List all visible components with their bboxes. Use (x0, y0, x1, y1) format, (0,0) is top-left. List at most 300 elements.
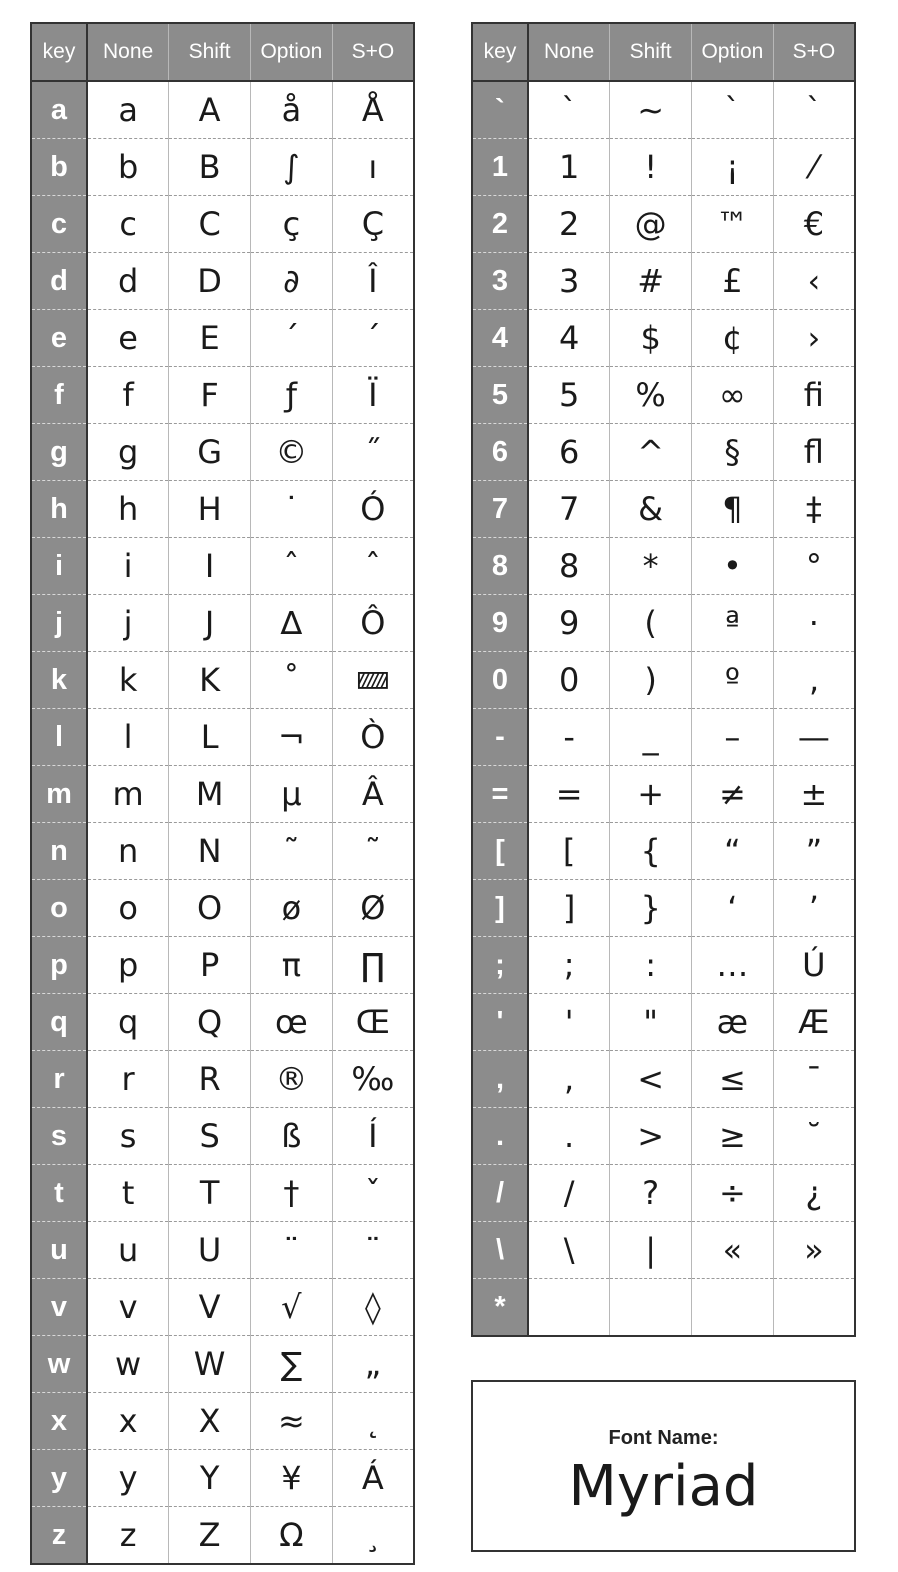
option-cell: √ (251, 1279, 333, 1336)
shift-cell: ~ (610, 81, 692, 139)
none-cell: r (87, 1051, 169, 1108)
key-row (31, 1450, 414, 1507)
option-cell: æ (692, 994, 774, 1051)
none-cell (528, 1279, 610, 1337)
key-row (31, 766, 414, 823)
header-shift-option: S+O (773, 23, 855, 81)
option-cell: ‘ (692, 880, 774, 937)
header-none: None (87, 23, 169, 81)
left-key-table (30, 22, 415, 1565)
key-cell: o (31, 880, 87, 937)
key-row (472, 1108, 855, 1165)
none-cell: i (87, 538, 169, 595)
shift-cell: * (610, 538, 692, 595)
key-row (472, 880, 855, 937)
shift-cell: K (169, 652, 251, 709)
shift-cell: + (610, 766, 692, 823)
none-cell: 1 (528, 139, 610, 196)
key-row (472, 367, 855, 424)
key-row (472, 424, 855, 481)
key-row (472, 81, 855, 139)
shift-option-cell: ± (773, 766, 855, 823)
shift-option-cell: ‡ (773, 481, 855, 538)
shift-cell: Q (169, 994, 251, 1051)
key-cell: * (472, 1279, 528, 1337)
option-cell: ß (251, 1108, 333, 1165)
shift-cell: E (169, 310, 251, 367)
option-cell: ˚ (251, 652, 333, 709)
shift-cell: B (169, 139, 251, 196)
shift-cell: A (169, 81, 251, 139)
option-cell: ` (692, 81, 774, 139)
key-cell: 5 (472, 367, 528, 424)
shift-option-cell (773, 1279, 855, 1337)
shift-cell: < (610, 1051, 692, 1108)
option-cell: ¢ (692, 310, 774, 367)
option-cell: © (251, 424, 333, 481)
shift-cell: U (169, 1222, 251, 1279)
header-shift: Shift (610, 23, 692, 81)
shift-option-cell: Ø (332, 880, 414, 937)
shift-option-cell: › (773, 310, 855, 367)
option-cell: ¶ (692, 481, 774, 538)
none-cell: g (87, 424, 169, 481)
option-cell: ≈ (251, 1393, 333, 1450)
shift-option-cell: ˘ (773, 1108, 855, 1165)
font-name-value: Myriad (568, 1454, 759, 1519)
none-cell: 7 (528, 481, 610, 538)
shift-cell: C (169, 196, 251, 253)
none-cell: m (87, 766, 169, 823)
key-cell: g (31, 424, 87, 481)
option-cell: ® (251, 1051, 333, 1108)
shift-cell: D (169, 253, 251, 310)
none-cell: ' (528, 994, 610, 1051)
shift-cell: H (169, 481, 251, 538)
none-cell: , (528, 1051, 610, 1108)
key-row (31, 139, 414, 196)
shift-option-cell: Î (332, 253, 414, 310)
key-cell: ; (472, 937, 528, 994)
option-cell: ¬ (251, 709, 333, 766)
none-cell: s (87, 1108, 169, 1165)
option-cell: Ω (251, 1507, 333, 1565)
shift-option-cell: ˝ (332, 424, 414, 481)
left-header-row (31, 23, 414, 81)
shift-option-cell: € (773, 196, 855, 253)
key-cell: w (31, 1336, 87, 1393)
none-cell: h (87, 481, 169, 538)
none-cell: x (87, 1393, 169, 1450)
shift-option-cell: Ç (332, 196, 414, 253)
option-cell: ˙ (251, 481, 333, 538)
none-cell: z (87, 1507, 169, 1565)
shift-option-cell: ¸ (332, 1507, 414, 1565)
none-cell: a (87, 81, 169, 139)
header-key: key (472, 23, 528, 81)
none-cell: p (87, 937, 169, 994)
none-cell: 8 (528, 538, 610, 595)
shift-option-cell: Ó (332, 481, 414, 538)
shift-option-cell: ∏ (332, 937, 414, 994)
key-row (472, 994, 855, 1051)
key-cell: 4 (472, 310, 528, 367)
key-cell: i (31, 538, 87, 595)
key-cell: \ (472, 1222, 528, 1279)
key-cell: 7 (472, 481, 528, 538)
shift-option-cell: ¿ (773, 1165, 855, 1222)
key-cell: n (31, 823, 87, 880)
header-option: Option (251, 23, 333, 81)
shift-option-cell: Ò (332, 709, 414, 766)
key-cell: 1 (472, 139, 528, 196)
key-row (31, 196, 414, 253)
option-cell: ≥ (692, 1108, 774, 1165)
shift-option-cell: ﬁ (773, 367, 855, 424)
key-cell: ' (472, 994, 528, 1051)
none-cell: k (87, 652, 169, 709)
option-cell: œ (251, 994, 333, 1051)
option-cell: ≤ (692, 1051, 774, 1108)
shift-option-cell: ˛ (332, 1393, 414, 1450)
shift-cell: _ (610, 709, 692, 766)
shift-option-cell: Ô (332, 595, 414, 652)
key-row (472, 652, 855, 709)
shift-cell: @ (610, 196, 692, 253)
option-cell: ø (251, 880, 333, 937)
option-cell: å (251, 81, 333, 139)
none-cell: b (87, 139, 169, 196)
shift-option-cell: ¨ (332, 1222, 414, 1279)
header-shift-option: S+O (332, 23, 414, 81)
shift-cell: T (169, 1165, 251, 1222)
shift-cell: ) (610, 652, 692, 709)
key-row (31, 310, 414, 367)
key-row (472, 1279, 855, 1337)
key-cell: m (31, 766, 87, 823)
shift-option-cell: Ú (773, 937, 855, 994)
none-cell: ] (528, 880, 610, 937)
none-cell: ` (528, 81, 610, 139)
shift-option-cell: Á (332, 1450, 414, 1507)
key-cell: h (31, 481, 87, 538)
key-cell: ] (472, 880, 528, 937)
shift-cell: Y (169, 1450, 251, 1507)
shift-option-cell: Œ (332, 994, 414, 1051)
key-cell: v (31, 1279, 87, 1336)
shift-option-cell: Â (332, 766, 414, 823)
none-cell: 5 (528, 367, 610, 424)
option-cell: § (692, 424, 774, 481)
key-row (31, 1222, 414, 1279)
shift-cell: > (610, 1108, 692, 1165)
shift-cell: L (169, 709, 251, 766)
option-cell: ÷ (692, 1165, 774, 1222)
none-cell: 3 (528, 253, 610, 310)
shift-option-cell: ‚ (773, 652, 855, 709)
key-cell: ` (472, 81, 528, 139)
none-cell: l (87, 709, 169, 766)
key-row (472, 709, 855, 766)
none-cell: v (87, 1279, 169, 1336)
key-row (472, 139, 855, 196)
option-cell: ˜ (251, 823, 333, 880)
key-row (31, 538, 414, 595)
shift-cell: N (169, 823, 251, 880)
shift-cell: } (610, 880, 692, 937)
shift-option-cell: ˇ (332, 1165, 414, 1222)
key-row (31, 1165, 414, 1222)
none-cell: 2 (528, 196, 610, 253)
key-row (472, 766, 855, 823)
none-cell: 9 (528, 595, 610, 652)
shift-option-cell: ˜ (332, 823, 414, 880)
shift-option-cell: » (773, 1222, 855, 1279)
option-cell: – (692, 709, 774, 766)
key-cell: t (31, 1165, 87, 1222)
key-row (31, 937, 414, 994)
none-cell: / (528, 1165, 610, 1222)
key-row (472, 538, 855, 595)
none-cell: 0 (528, 652, 610, 709)
key-row (31, 595, 414, 652)
shift-option-cell: ‰ (332, 1051, 414, 1108)
shift-cell: M (169, 766, 251, 823)
key-cell: 6 (472, 424, 528, 481)
none-cell: w (87, 1336, 169, 1393)
shift-option-cell: ` (773, 81, 855, 139)
shift-option-cell: ⁄ (773, 139, 855, 196)
shift-cell: ^ (610, 424, 692, 481)
option-cell: ∂ (251, 253, 333, 310)
key-row (31, 1336, 414, 1393)
none-cell: ; (528, 937, 610, 994)
shift-option-cell: ¯ (773, 1051, 855, 1108)
option-cell: … (692, 937, 774, 994)
option-cell: ƒ (251, 367, 333, 424)
key-row (472, 196, 855, 253)
shift-option-cell: ´ (332, 310, 414, 367)
none-cell: [ (528, 823, 610, 880)
none-cell: o (87, 880, 169, 937)
key-row (472, 310, 855, 367)
shift-option-cell: ° (773, 538, 855, 595)
key-cell: c (31, 196, 87, 253)
shift-option-cell: Å (332, 81, 414, 139)
shift-cell: { (610, 823, 692, 880)
none-cell: - (528, 709, 610, 766)
shift-cell: $ (610, 310, 692, 367)
header-shift: Shift (169, 23, 251, 81)
key-row (472, 595, 855, 652)
key-row (472, 1165, 855, 1222)
key-row (31, 652, 414, 709)
shift-cell: ! (610, 139, 692, 196)
none-cell: e (87, 310, 169, 367)
shift-cell: % (610, 367, 692, 424)
key-cell: u (31, 1222, 87, 1279)
option-cell: « (692, 1222, 774, 1279)
key-cell: b (31, 139, 87, 196)
key-cell: a (31, 81, 87, 139)
key-row (31, 424, 414, 481)
none-cell: . (528, 1108, 610, 1165)
key-row (472, 937, 855, 994)
key-row (31, 994, 414, 1051)
shift-cell: | (610, 1222, 692, 1279)
none-cell: q (87, 994, 169, 1051)
key-row (31, 1507, 414, 1565)
key-row (472, 481, 855, 538)
none-cell: c (87, 196, 169, 253)
shift-cell: : (610, 937, 692, 994)
shift-option-cell: ” (773, 823, 855, 880)
key-cell: s (31, 1108, 87, 1165)
option-cell: † (251, 1165, 333, 1222)
shift-cell: " (610, 994, 692, 1051)
none-cell: u (87, 1222, 169, 1279)
key-row (31, 1051, 414, 1108)
key-row (31, 253, 414, 310)
key-cell: . (472, 1108, 528, 1165)
shift-option-cell: ◊ (332, 1279, 414, 1336)
font-name-box (471, 1380, 856, 1552)
none-cell: \ (528, 1222, 610, 1279)
option-cell: ∫ (251, 139, 333, 196)
option-cell: ¨ (251, 1222, 333, 1279)
shift-option-cell: „ (332, 1336, 414, 1393)
key-cell: = (472, 766, 528, 823)
shift-cell: ? (610, 1165, 692, 1222)
key-cell: p (31, 937, 87, 994)
shift-cell: R (169, 1051, 251, 1108)
option-cell (692, 1279, 774, 1337)
key-row (472, 1051, 855, 1108)
key-cell: 8 (472, 538, 528, 595)
right-header-row (472, 23, 855, 81)
option-cell: ç (251, 196, 333, 253)
shift-cell: & (610, 481, 692, 538)
shift-option-cell: 🝙 (332, 652, 414, 709)
option-cell: • (692, 538, 774, 595)
option-cell: ˆ (251, 538, 333, 595)
shift-cell: G (169, 424, 251, 481)
key-cell: e (31, 310, 87, 367)
key-row (31, 1279, 414, 1336)
shift-cell: I (169, 538, 251, 595)
option-cell: ª (692, 595, 774, 652)
shift-option-cell: ’ (773, 880, 855, 937)
key-cell: 9 (472, 595, 528, 652)
none-cell: f (87, 367, 169, 424)
header-none: None (528, 23, 610, 81)
shift-cell: Z (169, 1507, 251, 1565)
header-option: Option (692, 23, 774, 81)
none-cell: y (87, 1450, 169, 1507)
option-cell: £ (692, 253, 774, 310)
option-cell: ∑ (251, 1336, 333, 1393)
option-cell: ∞ (692, 367, 774, 424)
key-cell: 3 (472, 253, 528, 310)
none-cell: j (87, 595, 169, 652)
key-cell: f (31, 367, 87, 424)
none-cell: t (87, 1165, 169, 1222)
option-cell: ≠ (692, 766, 774, 823)
key-row (472, 823, 855, 880)
key-row (472, 253, 855, 310)
key-cell: q (31, 994, 87, 1051)
none-cell: n (87, 823, 169, 880)
font-name-label: Font Name: (608, 1427, 719, 1449)
key-cell: 2 (472, 196, 528, 253)
option-cell: ¡ (692, 139, 774, 196)
shift-option-cell: ‹ (773, 253, 855, 310)
option-cell: ´ (251, 310, 333, 367)
key-cell: j (31, 595, 87, 652)
key-cell: [ (472, 823, 528, 880)
key-cell: r (31, 1051, 87, 1108)
none-cell: 4 (528, 310, 610, 367)
option-cell: π (251, 937, 333, 994)
shift-cell: S (169, 1108, 251, 1165)
shift-option-cell: ﬂ (773, 424, 855, 481)
shift-option-cell: · (773, 595, 855, 652)
key-row (31, 81, 414, 139)
key-row (472, 1222, 855, 1279)
shift-option-cell: ı (332, 139, 414, 196)
shift-option-cell: Æ (773, 994, 855, 1051)
key-cell: k (31, 652, 87, 709)
shift-cell: # (610, 253, 692, 310)
key-row (31, 1393, 414, 1450)
option-cell: ∆ (251, 595, 333, 652)
key-cell: z (31, 1507, 87, 1565)
none-cell: d (87, 253, 169, 310)
key-cell: 0 (472, 652, 528, 709)
option-cell: “ (692, 823, 774, 880)
key-row (31, 1108, 414, 1165)
shift-cell: W (169, 1336, 251, 1393)
option-cell: µ (251, 766, 333, 823)
key-row (31, 880, 414, 937)
shift-cell: P (169, 937, 251, 994)
key-cell: d (31, 253, 87, 310)
shift-cell (610, 1279, 692, 1337)
key-cell: , (472, 1051, 528, 1108)
none-cell: 6 (528, 424, 610, 481)
shift-cell: F (169, 367, 251, 424)
shift-cell: V (169, 1279, 251, 1336)
option-cell: ¥ (251, 1450, 333, 1507)
shift-cell: ( (610, 595, 692, 652)
shift-option-cell: — (773, 709, 855, 766)
shift-cell: X (169, 1393, 251, 1450)
key-cell: l (31, 709, 87, 766)
key-cell: / (472, 1165, 528, 1222)
shift-cell: J (169, 595, 251, 652)
key-row (31, 823, 414, 880)
key-row (31, 481, 414, 538)
shift-option-cell: Í (332, 1108, 414, 1165)
option-cell: ™ (692, 196, 774, 253)
key-cell: x (31, 1393, 87, 1450)
key-cell: y (31, 1450, 87, 1507)
key-cell: - (472, 709, 528, 766)
none-cell: = (528, 766, 610, 823)
shift-option-cell: ˆ (332, 538, 414, 595)
key-row (31, 367, 414, 424)
shift-option-cell: Ï (332, 367, 414, 424)
